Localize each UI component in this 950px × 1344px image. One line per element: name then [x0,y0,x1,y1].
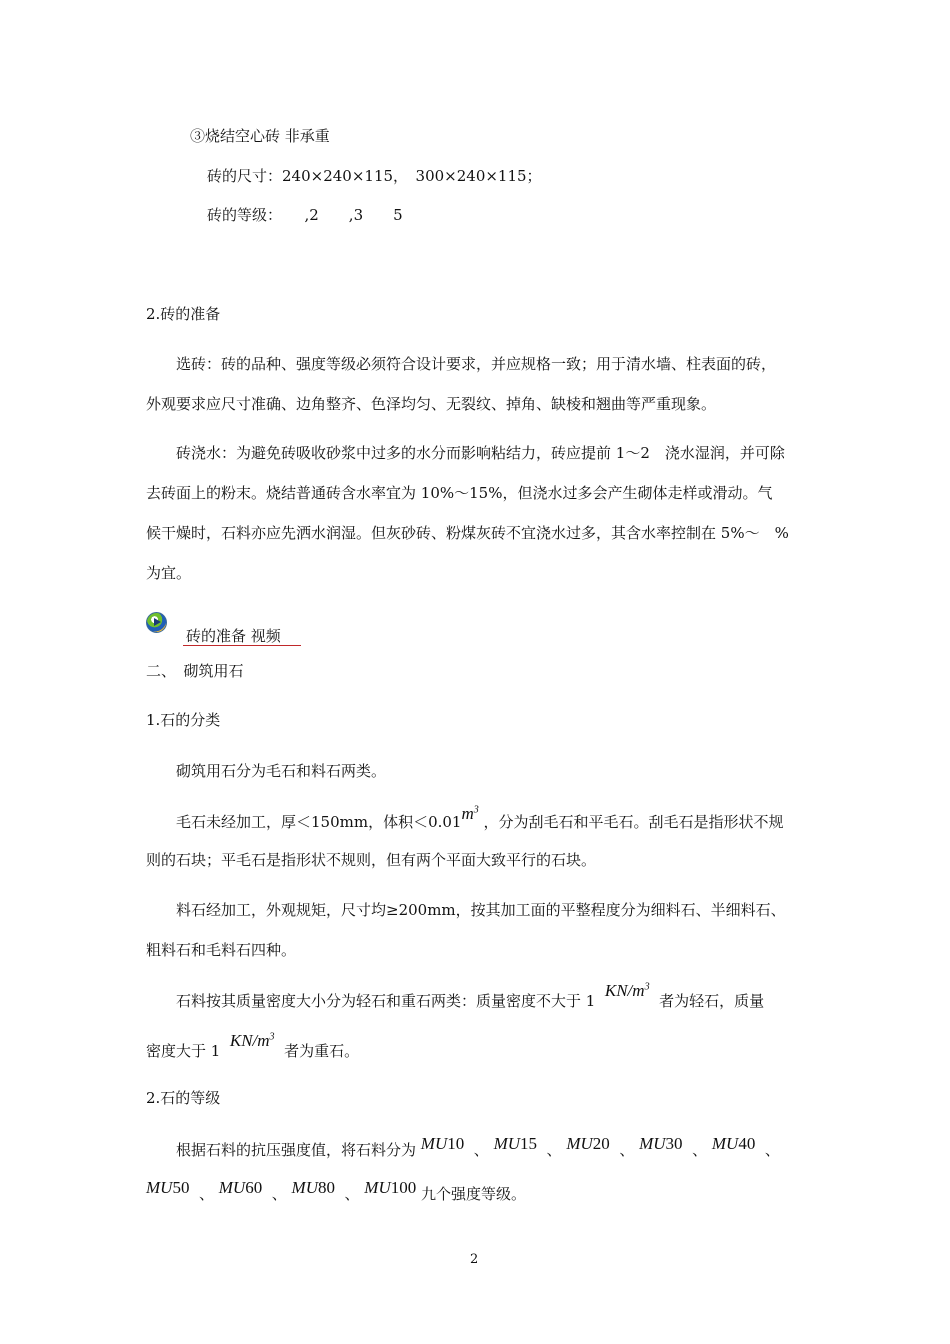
rubble-text-b: ，分为刮毛石和平毛石。刮毛石是指形状不规 [483,813,784,831]
density-unit: $KN/m^3$ [604,981,650,1000]
rubble-volume-unit: $m^3$ [461,804,479,823]
brick-prep-heading: 2.砖的准备 [146,305,221,323]
grade-mu40: MU40 [711,1134,756,1153]
density-unit-2: $KN/m^3$ [229,1031,275,1050]
hollow-brick-title: ③烧结空心砖 非承重 [190,127,330,145]
stone-grade-line-2 [146,1178,527,1203]
grade-separator: 、 [682,1141,712,1159]
water-brick-line-3: 候干燥时，石料亦应先洒水润湿。但灰砂砖、粉煤灰砖不宜浇水过多，其含水率控制在 5%～ % [146,524,789,542]
water-brick-line-4: 为宜。 [146,564,192,582]
density-line-1 [176,981,765,1010]
grade-mu20: MU20 [566,1134,610,1153]
density-text-d: 者为重石。 [284,1042,360,1060]
grade-separator: 、 [189,1185,219,1203]
grade-separator: 、 [262,1185,292,1203]
page-number: 2 [470,1252,479,1267]
video-link-underline [183,645,301,646]
grade-mu15: MU15 [493,1134,538,1153]
water-brick-line-1: 砖浇水：为避免砖吸收砂浆中过多的水分而影响粘结力，砖应提前 1～2 浇水湿润，并可除 [176,444,785,462]
grade-list-1 [421,1135,785,1159]
select-brick-line-1: 选砖：砖的品种、强度等级必须符合设计要求，并应规格一致；用于清水墙、柱表面的砖， [176,355,777,373]
grade-mu100: MU100 [364,1178,417,1197]
water-brick-line-2: 去砖面上的粉末。烧结普通砖含水率宜为 10%～15%，但浇水过多会产生砌体走样或滑动。气 [146,484,773,502]
dressed-stone-line-1: 料石经加工，外观规矩，尺寸均≥200mm，按其加工面的平整程度分为细料石、半细料石、 [176,901,786,919]
stone-grade-heading: 2.石的等级 [146,1089,221,1107]
grade-separator: 、 [334,1185,365,1203]
density-text-c: 密度大于 1 [146,1042,221,1060]
grade-separator: 、 [755,1141,785,1159]
stone-grade-text: 根据石料的抗压强度值，将石料分为 [176,1141,417,1159]
grade-mu80: MU80 [291,1178,335,1197]
grade-list-2 [146,1179,416,1203]
grade-mu50: MU50 [146,1178,190,1197]
grade-mu10: MU10 [420,1134,465,1153]
dressed-stone-line-2: 粗料石和毛料石四种。 [146,941,297,959]
density-line-2 [146,1031,360,1060]
grade-separator: 、 [609,1141,640,1159]
brick-grade-line: 砖的等级： ,2 ,3 5 [207,206,403,224]
rubble-line-2: 则的石块；平毛石是指形状不规则，但有两个平面大致平行的石块。 [146,851,597,869]
grade-separator: 、 [537,1141,567,1159]
stone-classify-heading: 1.石的分类 [146,711,221,729]
density-text-b: 者为轻石，质量 [659,992,765,1010]
brick-prep-video-link[interactable]: 砖的准备 视频 [186,627,281,645]
stone-grade-line-1 [176,1134,785,1159]
rubble-line-1 [176,804,784,831]
rubble-text-a: 毛石未经加工，厚＜150mm，体积＜0.01 [176,813,462,831]
select-brick-line-2: 外观要求应尺寸准确、边角整齐、色泽均匀、无裂纹、掉角、缺棱和翘曲等严重现象。 [146,395,717,413]
grade-mu60: MU60 [218,1178,263,1197]
stone-classify-intro: 砌筑用石分为毛石和料石两类。 [176,762,387,780]
brick-size-line: 砖的尺寸：240×240×115， 300×240×115； [207,167,542,185]
density-text-a: 石料按其质量密度大小分为轻石和重石两类：质量密度不大于 1 [176,992,596,1010]
grade-mu30: MU30 [639,1134,683,1153]
stone-section-title: 二、 砌筑用石 [146,662,244,680]
stone-grade-end: 九个强度等级。 [421,1185,527,1203]
grade-separator: 、 [464,1141,494,1159]
media-player-icon[interactable] [146,612,167,633]
